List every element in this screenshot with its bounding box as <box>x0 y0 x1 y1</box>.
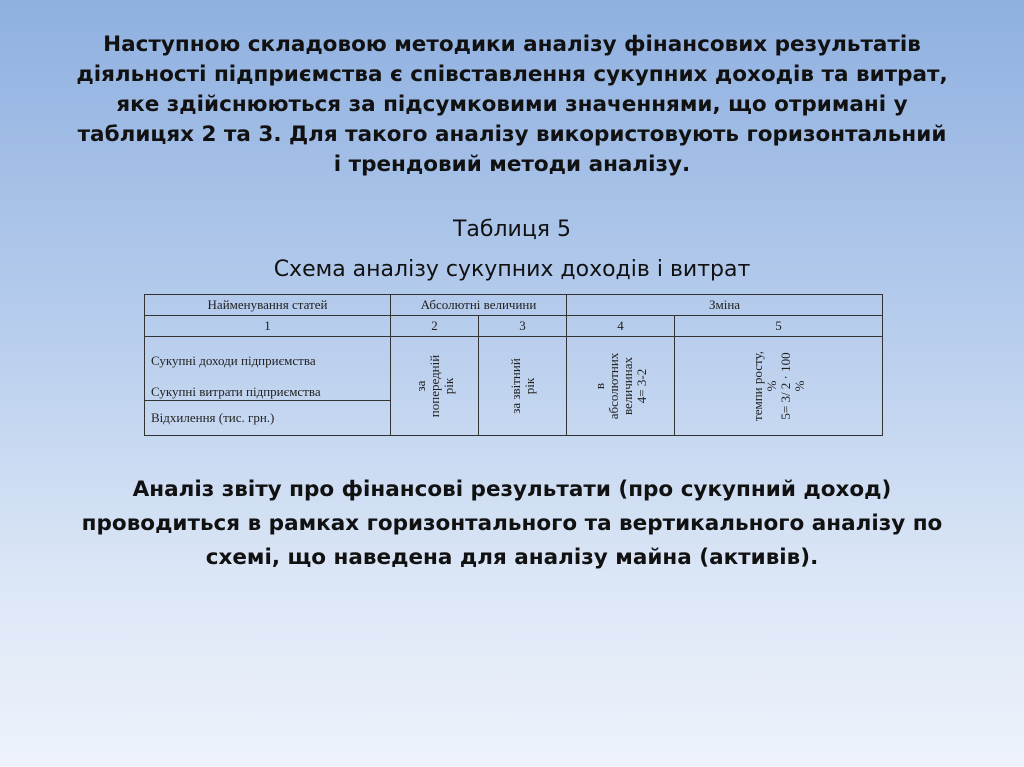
col-growth-rate-line: % <box>763 380 779 392</box>
col-reporting-year <box>479 337 567 436</box>
column-number: 4 <box>567 316 675 337</box>
outro-line: проводиться в рамках горизонтального та вертикального аналізу по <box>81 511 943 536</box>
col-previous-year <box>391 337 479 436</box>
outro-paragraph <box>50 473 974 575</box>
table-title: Схема аналізу сукупних доходів і витрат <box>273 257 751 282</box>
column-number: 1 <box>145 316 391 337</box>
table-header-row <box>145 295 883 316</box>
col-reporting-year-line: за звітний <box>507 358 523 414</box>
col-absolute-change-line: 4= 3-2 <box>633 368 649 404</box>
analysis-scheme-table <box>144 294 883 436</box>
col-reporting-year-line: рік <box>521 377 537 395</box>
col-absolute-change-line: абсолютних <box>605 352 621 420</box>
table-number: Таблиця 5 <box>452 217 572 242</box>
outro-line: Аналіз звіту про фінансові результати (про сукупний доход) <box>132 477 892 502</box>
row-label-expenses: Сукупні витрати підприємства <box>145 369 391 401</box>
col-previous-year-line: за <box>412 380 428 392</box>
col-growth-rate-line: % <box>791 380 807 392</box>
intro-line: і трендовий методи аналізу. <box>333 152 691 177</box>
row-label-revenue: Сукупні доходи підприємства <box>145 337 391 369</box>
col-growth-rate-line: 5= 3/ 2 · 100 <box>777 352 793 420</box>
column-number: 2 <box>391 316 479 337</box>
header-change: Зміна <box>567 295 883 316</box>
col-absolute-change <box>567 337 675 436</box>
col-previous-year-line: попередній <box>426 354 442 418</box>
header-items: Найменування статей <box>145 295 391 316</box>
intro-line: яке здійснюються за підсумковими значеннями, що отримані у <box>116 92 908 117</box>
column-number: 3 <box>479 316 567 337</box>
col-growth-rate <box>675 337 883 436</box>
col-absolute-change-line: величинах <box>619 357 635 416</box>
header-absolute: Абсолютні величини <box>391 295 567 316</box>
table-row <box>145 337 883 369</box>
row-label-deviation: Відхилення (тис. грн.) <box>145 401 391 436</box>
column-number: 5 <box>675 316 883 337</box>
intro-line: діяльності підприємства є співставлення сукупних доходів та витрат, <box>76 62 948 87</box>
column-number-row <box>145 316 883 337</box>
intro-line: таблицях 2 та 3. Для такого аналізу використовують горизонтальний <box>77 122 947 147</box>
col-previous-year-line: рік <box>440 377 456 395</box>
outro-line: схемі, що наведена для аналізу майна (активів). <box>205 545 819 570</box>
col-absolute-change-line: в <box>591 382 607 390</box>
intro-paragraph <box>50 30 974 180</box>
intro-line: Наступною складовою методики аналізу фінансових результатів <box>103 32 921 57</box>
col-growth-rate-line: темпи росту, <box>749 351 765 421</box>
